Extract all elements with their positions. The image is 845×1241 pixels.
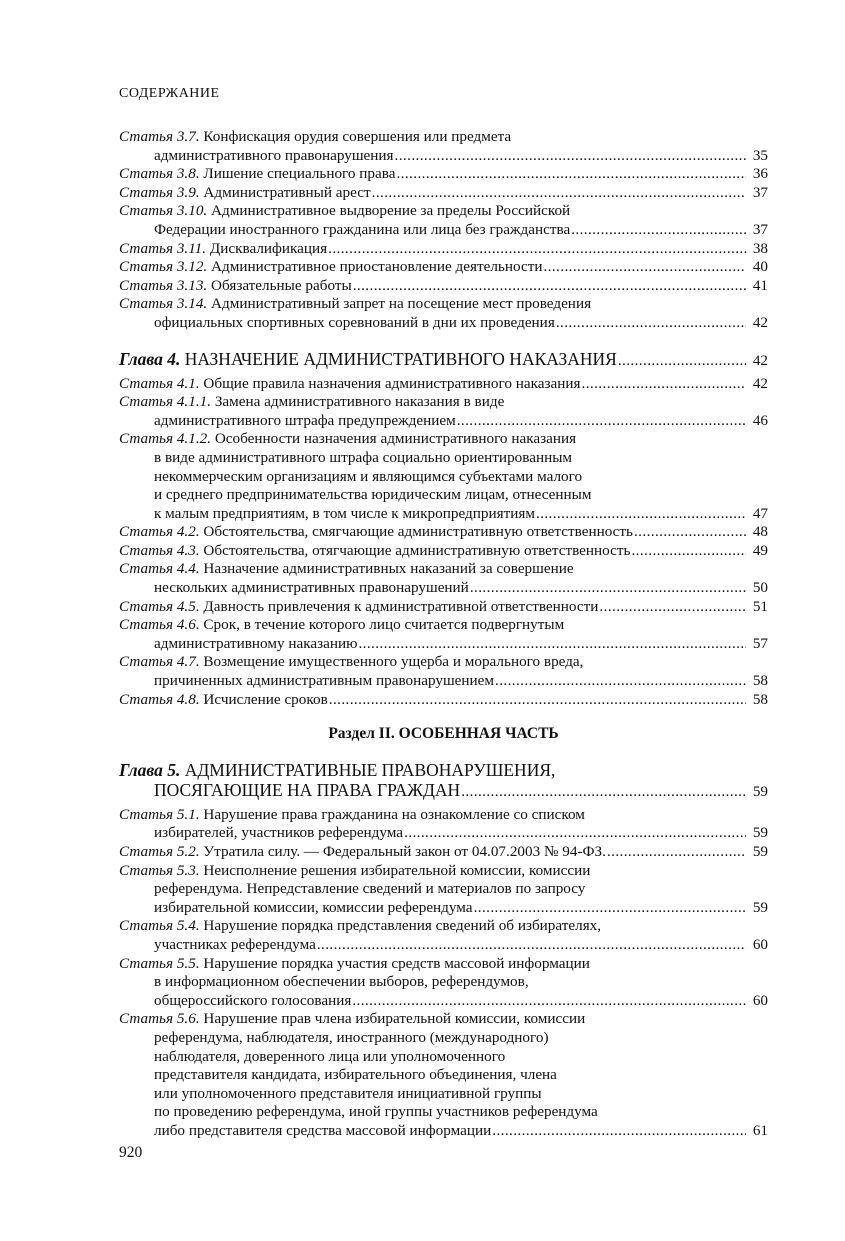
- toc-entry-title: к малым предприятиям, в том числе к микропредприятиям: [154, 504, 535, 522]
- section-heading: Раздел II. ОСОБЕННАЯ ЧАСТЬ: [328, 725, 559, 743]
- toc-entry-line: [119, 899, 746, 918]
- toc-entry-label: Статья 5.1.: [119, 805, 200, 823]
- toc-entry-line: [119, 992, 746, 1011]
- toc-entry[interactable]: [119, 616, 768, 653]
- toc-entry[interactable]: [119, 165, 768, 184]
- toc-entry-title: Нарушение порядка представления сведений об избирателях,: [203, 917, 602, 935]
- toc-page-number: 37: [752, 183, 768, 201]
- toc-page-number: 59: [752, 782, 768, 800]
- toc-entry-label: Статья 3.10.: [119, 202, 208, 220]
- toc-entry[interactable]: [119, 375, 768, 394]
- dot-leader: [470, 579, 746, 598]
- toc-entry-title: официальных спортивных соревнований в дни их проведения: [154, 313, 555, 331]
- toc-entry-line: [119, 1103, 746, 1122]
- toc-page-number: 42: [752, 351, 768, 369]
- toc-entry-title: причиненных административным правонарушением: [154, 672, 494, 690]
- toc-entry-title: избирателей, участников референдума: [154, 824, 404, 842]
- toc-entry-title: административного правонарушения: [154, 146, 394, 164]
- toc-entry-title: избирательной комиссии, комиссии референдума: [154, 898, 473, 916]
- toc-entry-line: [119, 780, 746, 802]
- toc-entry-title: Административный арест: [203, 183, 371, 201]
- toc-entry[interactable]: [119, 691, 768, 710]
- toc-entry-title: Административный запрет на посещение мест проведения: [211, 295, 592, 313]
- dot-leader: [457, 412, 746, 431]
- toc-entry-line: [119, 449, 746, 468]
- toc-entry-label: Статья 3.13.: [119, 276, 208, 294]
- toc-entry-line: [119, 955, 746, 974]
- toc-entry-title: Административное выдворение за пределы Российской: [211, 202, 571, 220]
- toc-entry-title: Обязательные работы: [211, 276, 352, 294]
- dot-leader: [618, 349, 746, 371]
- toc-entry-title: по проведению референдума, иной группы участников референдума: [154, 1103, 598, 1121]
- toc-page-number: 60: [752, 991, 768, 1009]
- dot-leader: [372, 184, 746, 203]
- toc-entry-line: [119, 412, 746, 431]
- toc-entry-title: наблюдателя, доверенного лица или уполномоченного: [154, 1047, 506, 1065]
- toc-entry-title: Давность привлечения к административной ответственности: [203, 597, 599, 615]
- toc-entry-title: в виде административного штрафа социально ориентированным: [154, 448, 573, 466]
- dot-leader: [461, 780, 746, 802]
- toc-entry-line: [119, 760, 746, 780]
- toc-page-number: 40: [752, 258, 768, 276]
- toc-entry-label: Статья 4.1.: [119, 374, 200, 392]
- toc-entry-line: [119, 579, 746, 598]
- toc-entry[interactable]: [119, 542, 768, 561]
- toc-entry-title: Замена административного наказания в виде: [214, 393, 505, 411]
- running-header: СОДЕРЖАНИЕ: [119, 86, 220, 101]
- toc-entry-line: [119, 375, 746, 394]
- toc-entry-title: Федерации иностранного гражданина или лица без гражданства: [154, 220, 571, 238]
- dot-leader: [607, 843, 746, 862]
- toc-page-number: 49: [752, 541, 768, 559]
- toc-entry[interactable]: [119, 806, 768, 843]
- toc-group-chapter-4-articles: [119, 375, 768, 710]
- toc-entry-title: Обстоятельства, отягчающие административную ответственность: [203, 541, 631, 559]
- dot-leader: [358, 635, 746, 654]
- toc-entry-title: участниках референдума: [154, 935, 316, 953]
- toc-chapter-5[interactable]: [119, 760, 768, 802]
- dot-leader: [634, 523, 746, 542]
- dot-leader: [328, 240, 746, 259]
- dot-leader: [353, 277, 746, 296]
- toc-entry-label: Статья 4.1.2.: [119, 430, 212, 448]
- toc-entry-line: [119, 1122, 746, 1141]
- toc-entry-line: [119, 486, 746, 505]
- toc-entry-title: нескольких административных правонарушений: [154, 579, 469, 597]
- dot-leader: [556, 314, 746, 333]
- toc-entry-line: [119, 393, 746, 412]
- toc-page-number: 36: [752, 165, 768, 183]
- toc-entry-line: [119, 1085, 746, 1104]
- dot-leader: [352, 992, 746, 1011]
- toc-entry-title: Утратила силу. — Федеральный закон от 04.07.2003 № 94-ФЗ.: [203, 843, 606, 860]
- toc-entry-line: [119, 691, 746, 710]
- toc-entry-title: Лишение специального права: [203, 165, 396, 183]
- toc-entry-line: [119, 165, 746, 184]
- toc-entry-label: Статья 3.11.: [119, 239, 207, 257]
- toc-entry-line: [119, 880, 746, 899]
- toc-entry-label: Статья 5.6.: [119, 1010, 200, 1028]
- toc-entry-label: Статья 5.4.: [119, 917, 200, 935]
- toc-entry[interactable]: [119, 430, 768, 523]
- toc-entry[interactable]: [119, 202, 768, 239]
- toc-entry-title: либо представителя средства массовой информации: [154, 1121, 492, 1139]
- toc-entry-line: [119, 936, 746, 955]
- toc-entry-line: [119, 184, 746, 203]
- toc-page-number: 59: [752, 898, 768, 916]
- toc-entry-line: [119, 653, 746, 672]
- toc-entry-line: [119, 542, 746, 561]
- toc-entry-label: Статья 5.5.: [119, 954, 200, 972]
- toc-entry[interactable]: [119, 523, 768, 542]
- toc-page-number: 41: [752, 276, 768, 294]
- page-number: 920: [119, 1144, 143, 1161]
- toc-chapter-entry[interactable]: [119, 760, 768, 802]
- toc-entry-line: [119, 295, 746, 314]
- toc-entry-label: Статья 5.2.: [119, 843, 200, 860]
- toc-entry-label: Статья 4.8.: [119, 690, 200, 708]
- toc-entry-line: [119, 349, 746, 371]
- toc-entry[interactable]: [119, 1010, 768, 1140]
- toc-entry-title: АДМИНИСТРАТИВНЫЕ ПРАВОНАРУШЕНИЯ,: [184, 759, 556, 780]
- toc-entry-title: Назначение административных наказаний за совершение: [203, 560, 574, 578]
- toc-entry-label: Статья 4.1.1.: [119, 393, 212, 411]
- toc-entry-title: Нарушение прав члена избирательной комиссии, комиссии: [203, 1010, 586, 1028]
- toc-entry-line: [119, 128, 746, 147]
- toc-entry-title: Общие правила назначения административного наказания: [203, 374, 581, 392]
- toc-page-number: 47: [752, 504, 768, 522]
- toc-entry-line: [119, 824, 746, 843]
- toc-entry-label: Статья 4.7.: [119, 653, 200, 671]
- dot-leader: [404, 824, 746, 843]
- toc-entry-title: Особенности назначения административного наказания: [214, 430, 577, 448]
- toc-entry-line: [119, 862, 746, 881]
- toc-entry-line: [119, 672, 746, 691]
- toc-entry-label: Статья 4.3.: [119, 541, 200, 559]
- toc-entry[interactable]: [119, 184, 768, 203]
- toc-entry-line: [119, 1010, 746, 1029]
- toc-entry[interactable]: [119, 277, 768, 296]
- toc-entry-label: Статья 4.5.: [119, 597, 200, 615]
- toc-entry-title: Конфискация орудия совершения или предмета: [203, 128, 512, 145]
- toc-page-number: 38: [752, 239, 768, 257]
- toc-entry-line: [119, 523, 746, 542]
- toc-entry-title: Срок, в течение которого лицо считается подвергнутым: [203, 616, 565, 634]
- toc-entry-line: [119, 221, 746, 240]
- toc-page-number: 48: [752, 523, 768, 541]
- toc-entry-label: Статья 4.4.: [119, 560, 200, 578]
- toc-entry-title: общероссийского голосования: [154, 991, 352, 1009]
- toc-page-number: 57: [752, 634, 768, 652]
- dot-leader: [395, 147, 746, 166]
- toc-page-number: 35: [752, 146, 768, 164]
- toc-entry[interactable]: [119, 393, 768, 430]
- toc-entry-label: Статья 3.14.: [119, 295, 208, 313]
- toc-page-number: 61: [752, 1121, 768, 1139]
- toc-entry-title: Нарушение порядка участия средств массовой информации: [203, 954, 590, 972]
- toc-entry-title: НАЗНАЧЕНИЕ АДМИНИСТРАТИВНОГО НАКАЗАНИЯ: [184, 348, 617, 369]
- toc-entry-title: Исчисление сроков: [203, 690, 328, 708]
- toc-entry-line: [119, 430, 746, 449]
- toc-entry-line: [119, 468, 746, 487]
- toc-entry-title: и среднего предпринимательства юридическим лицам, отнесенным: [154, 486, 592, 504]
- table-of-contents: [119, 128, 768, 1141]
- toc-entry-line: [119, 635, 746, 654]
- toc-page-number: 59: [752, 843, 768, 860]
- toc-entry-line: [119, 917, 746, 936]
- dot-leader: [599, 598, 746, 617]
- toc-entry-line: [119, 843, 746, 862]
- dot-leader: [329, 691, 746, 710]
- toc-page-number: 42: [752, 313, 768, 331]
- toc-entry-line: [119, 258, 746, 277]
- toc-page-number: 37: [752, 220, 768, 238]
- dot-leader: [474, 899, 746, 918]
- dot-leader: [543, 258, 746, 277]
- toc-entry[interactable]: [119, 862, 768, 918]
- toc-entry-line: [119, 616, 746, 635]
- toc-page-number: 50: [752, 579, 768, 597]
- toc-entry-title: некоммерческим организациям и являющимся субъектами малого: [154, 467, 583, 485]
- toc-chapter-entry[interactable]: [119, 349, 768, 371]
- toc-entry-title: ПОСЯГАЮЩИЕ НА ПРАВА ГРАЖДАН: [154, 779, 461, 800]
- toc-page-number: 58: [752, 672, 768, 690]
- toc-entry-title: Неисполнение решения избирательной комиссии, комиссии: [203, 861, 591, 879]
- toc-entry-line: [119, 505, 746, 524]
- toc-entry-label: Статья 3.12.: [119, 258, 208, 276]
- toc-entry-line: [119, 1029, 746, 1048]
- toc-entry[interactable]: [119, 240, 768, 259]
- toc-entry-line: [119, 1048, 746, 1067]
- toc-chapter-4[interactable]: [119, 349, 768, 371]
- toc-entry[interactable]: [119, 843, 768, 862]
- toc-entry-title: представителя кандидата, избирательного объединения, члена: [154, 1066, 557, 1084]
- toc-entry-line: [119, 147, 746, 166]
- dot-leader: [631, 542, 746, 561]
- toc-entry-line: [119, 560, 746, 579]
- toc-entry-title: Административное приостановление деятельности: [211, 258, 543, 276]
- dot-leader: [582, 375, 746, 394]
- toc-group-chapter-5-articles: [119, 806, 768, 1141]
- dot-leader: [571, 221, 746, 240]
- dot-leader: [317, 936, 746, 955]
- toc-entry-label: Глава 4.: [119, 348, 181, 369]
- toc-entry-title: Возмещение имущественного ущерба и морального вреда,: [203, 653, 584, 671]
- toc-entry-line: [119, 1066, 746, 1085]
- dot-leader: [396, 165, 746, 184]
- toc-page-number: 42: [752, 374, 768, 392]
- toc-page-number: 46: [752, 411, 768, 429]
- toc-entry[interactable]: [119, 653, 768, 690]
- toc-entry-title: Обстоятельства, смягчающие административную ответственность: [203, 523, 633, 541]
- toc-entry[interactable]: [119, 128, 768, 165]
- toc-entry[interactable]: [119, 258, 768, 277]
- toc-entry-label: Статья 3.8.: [119, 165, 200, 183]
- toc-entry[interactable]: [119, 917, 768, 954]
- toc-entry-label: Статья 3.9.: [119, 183, 200, 201]
- toc-entry-title: Нарушение права гражданина на ознакомление со списком: [203, 805, 585, 823]
- toc-entry-label: Статья 4.6.: [119, 616, 200, 634]
- dot-leader: [492, 1122, 746, 1141]
- toc-page-number: 60: [752, 935, 768, 953]
- dot-leader: [495, 672, 746, 691]
- toc-entry-line: [119, 314, 746, 333]
- toc-entry-title: референдума. Непредставление сведений и материалов по запросу: [154, 880, 586, 898]
- dot-leader: [536, 505, 746, 524]
- toc-entry-line: [119, 598, 746, 617]
- toc-entry-line: [119, 240, 746, 259]
- toc-entry[interactable]: [119, 955, 768, 1011]
- toc-entry-title: или уполномоченного представителя инициативной группы: [154, 1084, 542, 1102]
- toc-entry[interactable]: [119, 560, 768, 597]
- toc-entry[interactable]: [119, 598, 768, 617]
- toc-group-chapter-3-articles: [119, 128, 768, 333]
- toc-entry-line: [119, 202, 746, 221]
- toc-entry-label: Статья 3.7.: [119, 128, 200, 145]
- toc-entry[interactable]: [119, 295, 768, 332]
- toc-page-number: 59: [752, 824, 768, 842]
- toc-entry-title: административному наказанию: [154, 634, 358, 652]
- toc-entry-line: [119, 277, 746, 296]
- toc-entry-title: административного штрафа предупреждением: [154, 411, 456, 429]
- toc-entry-line: [119, 806, 746, 825]
- toc-entry-title: Дисквалификация: [209, 239, 328, 257]
- toc-entry-line: [119, 973, 746, 992]
- toc-entry-title: референдума, наблюдателя, иностранного (международного): [154, 1028, 549, 1046]
- toc-page-number: 58: [752, 690, 768, 708]
- toc-entry-title: в информационном обеспечении выборов, референдумов,: [154, 973, 529, 991]
- toc-entry-label: Статья 5.3.: [119, 861, 200, 879]
- toc-page-number: 51: [752, 597, 768, 615]
- toc-entry-label: Глава 5.: [119, 759, 181, 780]
- toc-entry-label: Статья 4.2.: [119, 523, 200, 541]
